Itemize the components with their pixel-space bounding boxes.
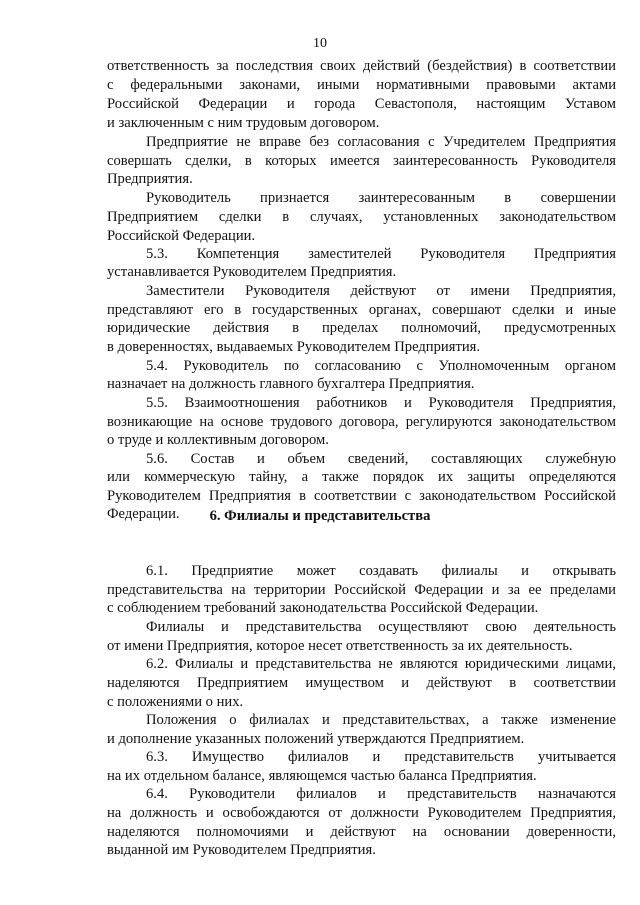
text-line: совершать сделки, в которых имеется заинтересованность Руководителя: [107, 153, 616, 169]
text-line: устанавливается Руководителем Предприятия.: [107, 264, 397, 280]
text-line: 5.5. Взаимоотношения работников и Руководителя Предприятия,: [146, 395, 616, 411]
text-line: и дополнение указанных положений утверждаются Предприятием.: [107, 731, 525, 747]
text-line: Заместители Руководителя действуют от имени Предприятия,: [146, 283, 616, 299]
text-line: выданной им Руководителем Предприятия.: [107, 842, 376, 858]
text-line: 6.3. Имущество филиалов и представительств учитывается: [146, 749, 616, 765]
text-line: представительства на территории Российской Федерации и за ее пределами: [107, 582, 616, 598]
text-line: назначает на должность главного бухгалтера Предприятия.: [107, 376, 475, 392]
text-line: 6.1. Предприятие может создавать филиалы и открывать: [146, 563, 616, 579]
text-line: Руководителем Предприятия в соответствии с законодательством Российской: [107, 488, 616, 504]
section-heading: 6. Филиалы и представительства: [209, 508, 431, 524]
text-line: Предприятие не вправе без согласования с Учредителем Предприятия: [146, 134, 616, 150]
page-number: 10: [313, 36, 327, 51]
text-line: 5.3. Компетенция заместителей Руководителя Предприятия: [146, 246, 616, 262]
text-line: Федерации.: [107, 506, 180, 522]
text-line: 5.6. Состав и объем сведений, составляющих служебную: [146, 451, 616, 467]
text-line: на их отдельном балансе, являющемся частью баланса Предприятия.: [107, 768, 537, 784]
text-line: Предприятием сделки в случаях, установленных законодательством: [107, 209, 616, 225]
text-line: от имени Предприятия, которое несет ответственность за их деятельность.: [107, 638, 573, 654]
text-line: 6.2. Филиалы и представительства не являются юридическими лицами,: [146, 656, 616, 672]
text-line: 6.4. Руководители филиалов и представительств назначаются: [146, 786, 616, 802]
text-line: Предприятия.: [107, 171, 193, 187]
text-line: Руководитель признается заинтересованным в совершении: [146, 190, 616, 206]
text-line: на должность и освобождаются от должности Руководителем Предприятия,: [107, 805, 616, 821]
text-line: возникающие на основе трудового договора, регулируются законодательством: [107, 414, 616, 430]
text-line: о труде и коллективным договором.: [107, 432, 329, 448]
text-line: юридические действия в пределах полномочий, предусмотренных: [107, 320, 616, 336]
text-line: Российской Федерации и города Севастополя, настоящим Уставом: [107, 96, 616, 112]
text-line: 5.4. Руководитель по согласованию с Уполномоченным органом: [146, 358, 616, 374]
text-line: представляют его в государственных органах, совершают сделки и иные: [107, 302, 616, 318]
text-line: наделяются Предприятием имуществом и действуют в соответствии: [107, 675, 616, 691]
text-line: Положения о филиалах и представительствах, а также изменение: [146, 712, 616, 728]
text-line: с положениями о них.: [107, 694, 244, 710]
text-line: Российской Федерации.: [107, 228, 256, 244]
text-line: или коммерческую тайну, а также порядок их защиты определяются: [107, 469, 616, 485]
text-line: и заключенным с ним трудовым договором.: [107, 115, 380, 131]
text-line: с соблюдением требований законодательства Российской Федерации.: [107, 600, 539, 616]
text-line: наделяются полномочиями и действуют на основании доверенности,: [107, 824, 616, 840]
text-line: Филиалы и представительства осуществляют свою деятельность: [146, 619, 616, 635]
text-line: ответственность за последствия своих действий (бездействия) в соответствии: [107, 58, 616, 74]
text-line: с федеральными законами, иными нормативными правовыми актами: [107, 77, 616, 93]
text-line: в доверенностях, выдаваемых Руководителем Предприятия.: [107, 339, 480, 355]
